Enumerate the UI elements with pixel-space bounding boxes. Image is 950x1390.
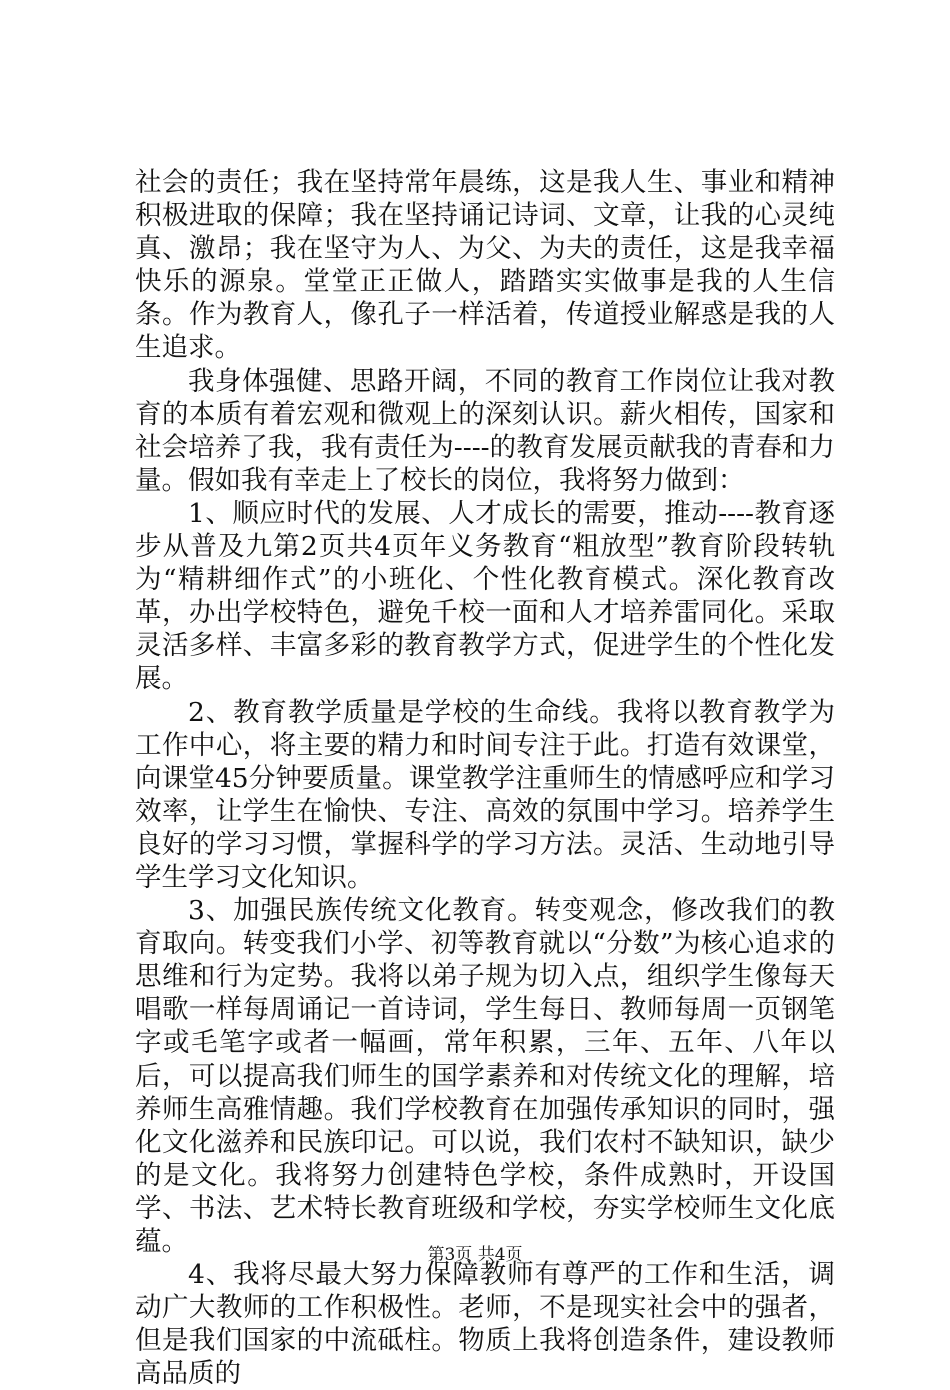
paragraph-5: 4、我将尽最大努力保障教师有尊严的工作和生活，调动广大教师的工作积极性。老师，不是现实社会中的强者，但是我们国家的中流砥柱。物质上我将创造条件，建设教师高品质的 — [135, 1259, 835, 1390]
paragraph-2: 1、顺应时代的发展、人才成长的需要，推动----教育逐步从普及九第2页共4页年义务教育“粗放型”教育阶段转轨为“精耕细作式”的小班化、个性化教育模式。深化教育改革，办出学校特色，避免千校一面和人才培养雷同化。采取灵活多样、丰富多彩的教育教学方式，促进学生的个性化发展。 — [135, 497, 835, 695]
paragraph-4: 3、加强民族传统文化教育。转变观念，修改我们的教育取向。转变我们小学、初等教育就以“分数”为核心追求的思维和行为定势。我将以弟子规为切入点，组织学生像每天唱歌一样每周诵记一首诗词，学生每日、教师每周一页钢笔字或毛笔字或者一幅画，常年积累，三年、五年、八年以后，可以提高我们师生的国学素养和对传统文化的理解，培养师生高雅情趣。我们学校教育在加强传承知识的同时，强化文化滋养和民族印记。可以说，我们农村不缺知识，缺少的是文化。我将努力创建特色学校，条件成熟时，开设国学、书法、艺术特长教育班级和学校，夯实学校师生文化底蕴。 — [135, 895, 835, 1257]
paragraph-1: 我身体强健、思路开阔，不同的教育工作岗位让我对教育的本质有着宏观和微观上的深刻认识。薪火相传，国家和社会培养了我，我有责任为----的教育发展贡献我的青春和力量。假如我有幸走上了校长的岗位，我将努力做到： — [135, 365, 835, 496]
paragraph-0: 社会的责任；我在坚持常年晨练，这是我人生、事业和精神积极进取的保障；我在坚持诵记诗词、文章，让我的心灵纯真、激昂；我在坚守为人、为父、为夫的责任，这是我幸福快乐的源泉。堂堂正正做人，踏踏实实做事是我的人生信条。作为教育人，像孔子一样活着，传道授业解惑是我的人生追求。 — [135, 167, 835, 364]
document-body — [135, 166, 835, 1390]
page-footer: 第3页 共4页 — [427, 1245, 523, 1265]
paragraph-3: 2、教育教学质量是学校的生命线。我将以教育教学为工作中心，将主要的精力和时间专注于此。打造有效课堂，向课堂45分钟要质量。课堂教学注重师生的情感呼应和学习效率，让学生在愉快、专注、高效的氛围中学习。培养学生良好的学习习惯，掌握科学的学习方法。灵活、生动地引导学生学习文化知识。 — [135, 696, 835, 893]
